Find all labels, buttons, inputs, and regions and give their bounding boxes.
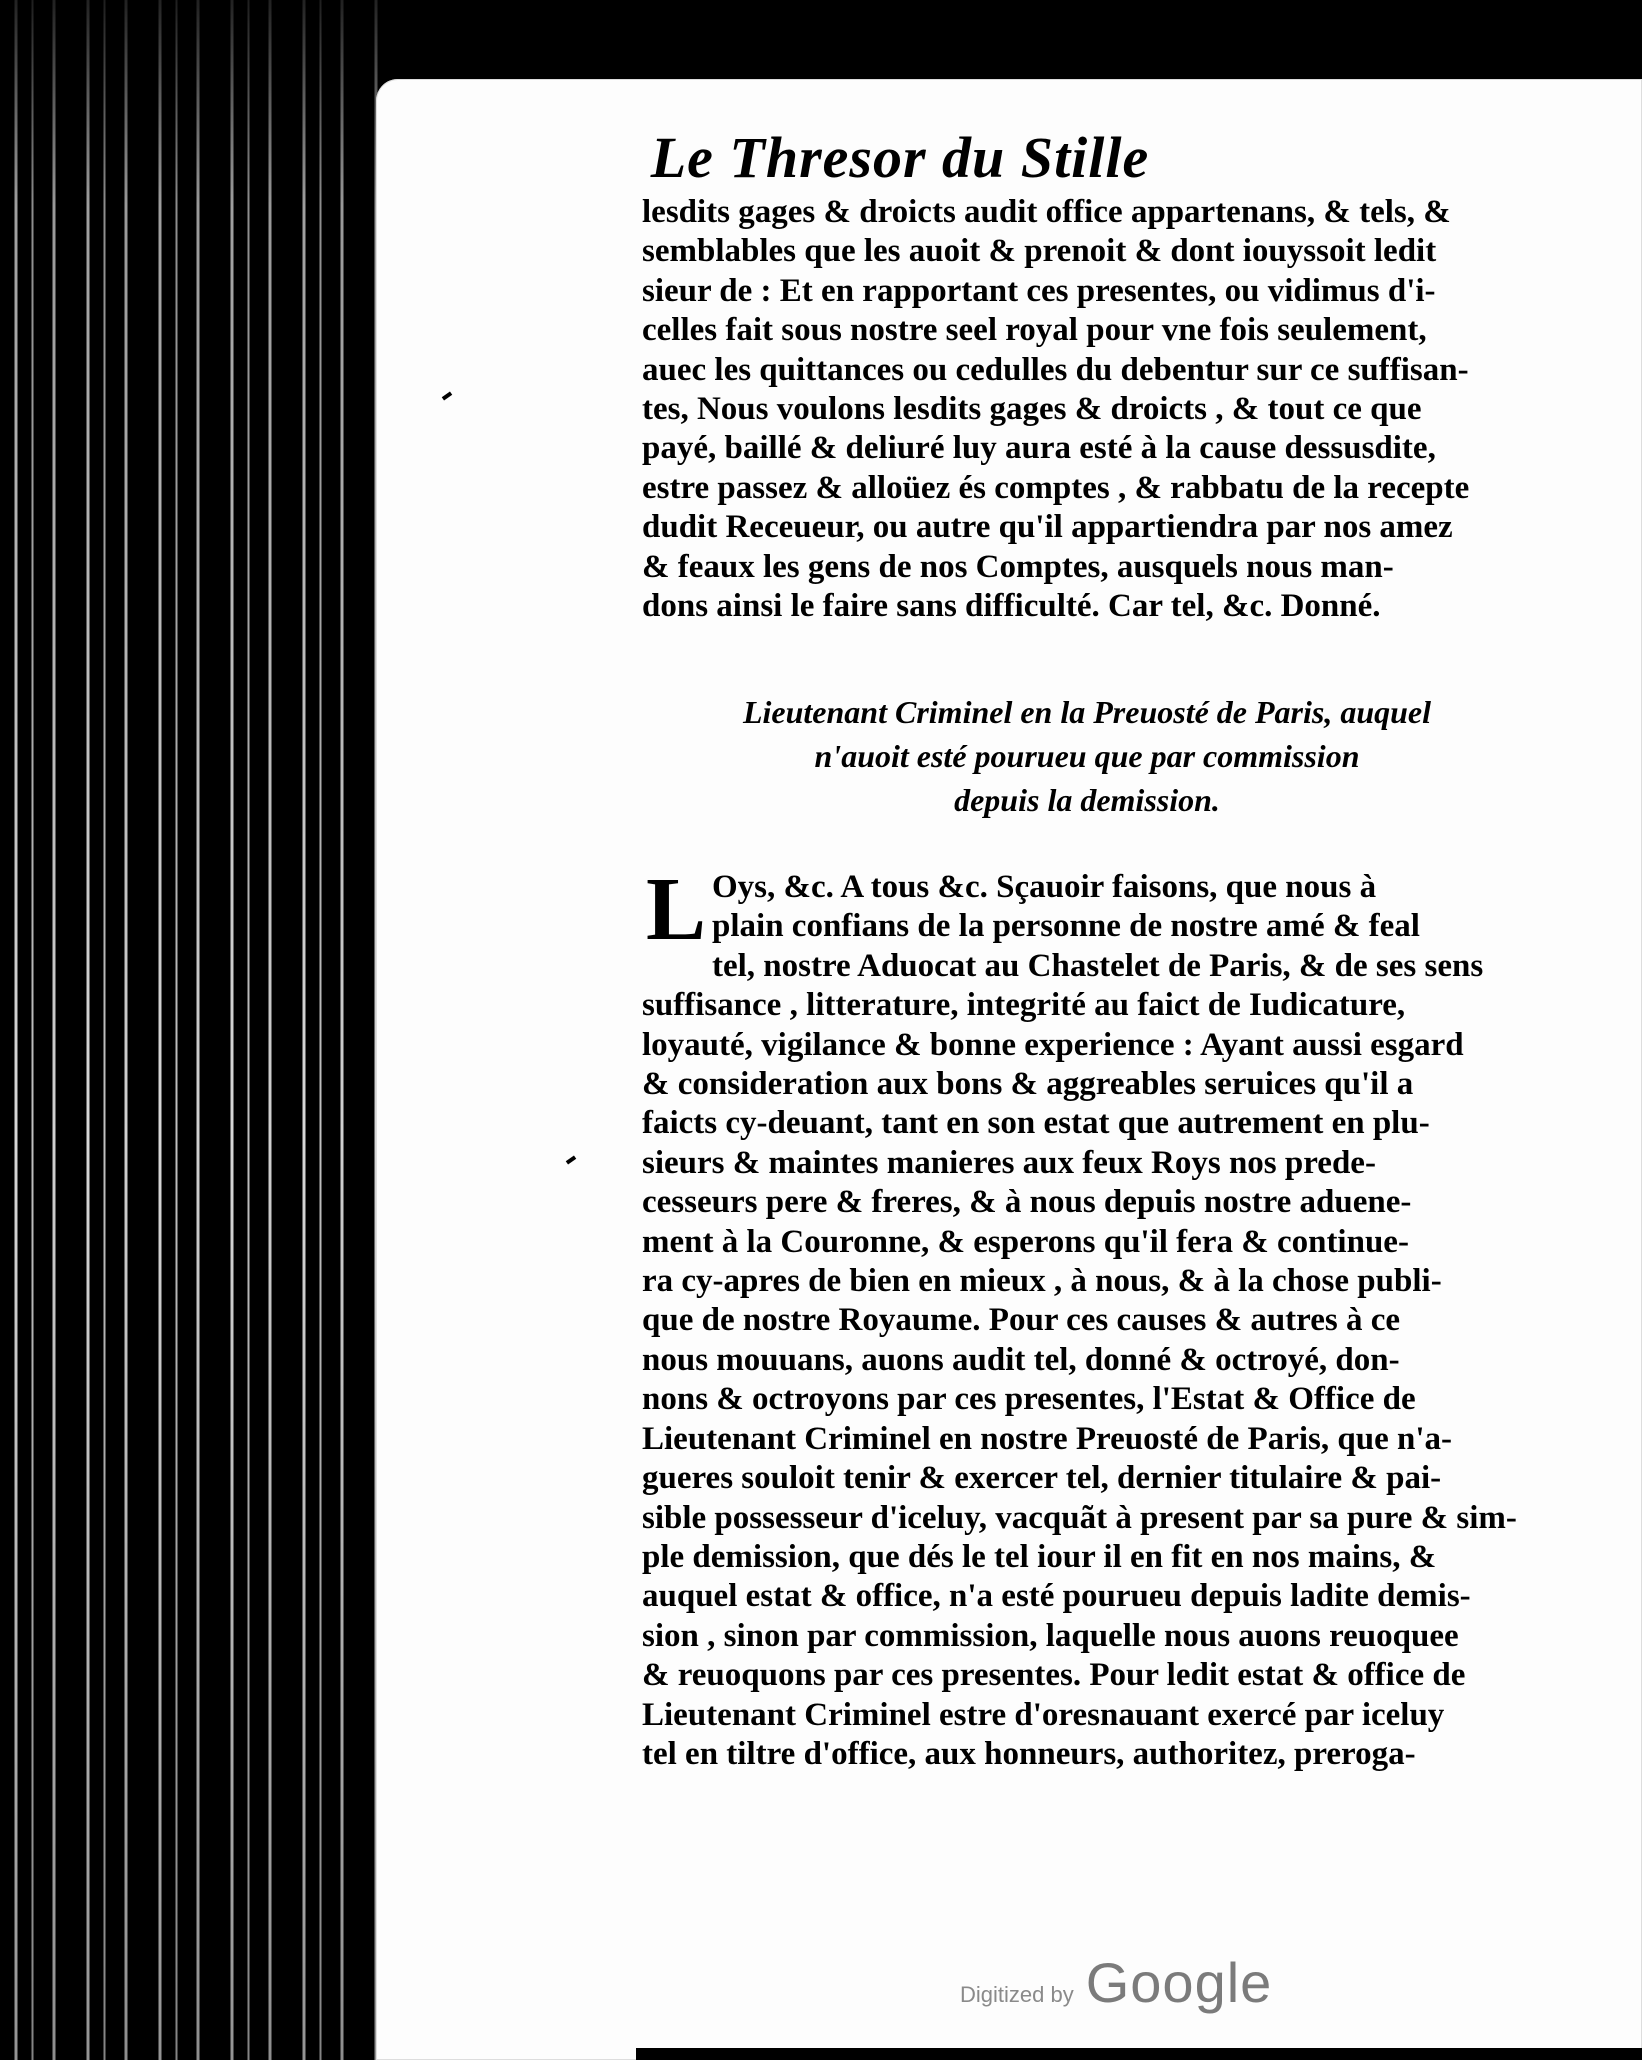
body-line: ple demission, que dés le tel iour il en fit en nos mains, & — [642, 1538, 1437, 1575]
drop-cap: L — [646, 860, 707, 959]
top-line: payé, baillé & deliuré luy aura esté à la cause dessusdite, — [642, 430, 1436, 467]
heading-line: Lieutenant Criminel en la Preuosté de Paris, auquel — [742, 694, 1432, 730]
body-line: suffisance , litterature, integrité au faict de Iudicature, — [642, 987, 1406, 1024]
top-line: semblables que les auoit & prenoit & dont iouyssoit ledit — [642, 233, 1437, 270]
body-line: plain confians de la personne de nostre amé & feal — [712, 908, 1420, 945]
body-line: Oys, &c. A tous &c. Sçauoir faisons, que nous à — [712, 869, 1377, 905]
body-line: Lieutenant Criminel estre d'oresnauant exercé par iceluy — [642, 1696, 1445, 1733]
top-line: dudit Receueur, ou autre qu'il appartiendra par nos amez — [642, 509, 1453, 546]
body-line: nous mouuans, auons audit tel, donné & octroyé, don- — [642, 1341, 1400, 1378]
top-line: sieur de : Et en rapportant ces presentes, ou vidimus d'i- — [642, 272, 1436, 309]
top-line: auec les quittances ou cedulles du debentur sur ce suffisan- — [642, 351, 1469, 388]
body-line: faicts cy-deuant, tant en son estat que autrement en plu- — [642, 1105, 1430, 1142]
body-line: sible possesseur d'iceluy, vacquãt à present par sa pure & sim- — [642, 1499, 1517, 1536]
running-head: Le Thresor du Stille — [650, 125, 1150, 190]
top-line: & feaux les gens de nos Comptes, ausquels nous man- — [642, 548, 1394, 585]
top-paragraph — [642, 193, 1532, 626]
book-edge — [0, 0, 380, 2060]
body-line: ra cy-apres de bien en mieux , à nous, & à la chose publi- — [642, 1263, 1442, 1300]
body-line: que de nostre Royaume. Pour ces causes & autres à ce — [642, 1302, 1401, 1339]
bottom-scan-band — [636, 2048, 1642, 2060]
body-line: tel en tiltre d'office, aux honneurs, authoritez, preroga- — [642, 1735, 1416, 1772]
body-line: sieurs & maintes manieres aux feux Roys nos prede- — [642, 1144, 1376, 1181]
body-line: & reuoquons par ces presentes. Pour ledit estat & office de — [642, 1657, 1466, 1694]
heading-line: n'auoit esté pourueu que par commission — [814, 738, 1360, 774]
body-line: & consideration aux bons & aggreables seruices qu'il a — [642, 1066, 1414, 1103]
google-wordmark: Google — [1085, 1951, 1273, 2014]
top-line: lesdits gages & droicts audit office appartenans, & tels, & — [642, 194, 1451, 230]
top-line: estre passez & alloüez és comptes , & rabbatu de la recepte — [642, 469, 1470, 506]
top-line: dons ainsi le faire sans difficulté. Car tel, &c. Donné. — [642, 588, 1381, 625]
body-paragraph — [642, 860, 1532, 1774]
body-line: auquel estat & office, n'a esté pourueu depuis ladite demis- — [642, 1578, 1471, 1615]
top-line: celles fait sous nostre seel royal pour vne fois seulement, — [642, 312, 1427, 349]
body-line: tel, nostre Aduocat au Chastelet de Paris, & de ses sens — [712, 947, 1484, 984]
body-line: Lieutenant Criminel en nostre Preuosté de Paris, que n'a- — [642, 1420, 1452, 1457]
digitized-prefix: Digitized by — [960, 1982, 1074, 2007]
body-line: ment à la Couronne, & esperons qu'il fera & continue- — [642, 1223, 1409, 1260]
body-line: nons & octroyons par ces presentes, l'Estat & Office de — [642, 1381, 1416, 1418]
body-line: loyauté, vigilance & bonne experience : Ayant aussi esgard — [642, 1026, 1464, 1063]
body-line: cesseurs pere & freres, & à nous depuis nostre aduene- — [642, 1184, 1412, 1221]
digitized-footer — [960, 1950, 1273, 2014]
section-heading — [642, 690, 1532, 822]
body-line: sion , sinon par commission, laquelle nous auons reuoquee — [642, 1617, 1459, 1654]
heading-line: depuis la demission. — [954, 782, 1220, 818]
top-line: tes, Nous voulons lesdits gages & droicts , & tout ce que — [642, 391, 1422, 428]
body-line: gueres souloit tenir & exercer tel, dernier titulaire & pai- — [642, 1460, 1442, 1497]
